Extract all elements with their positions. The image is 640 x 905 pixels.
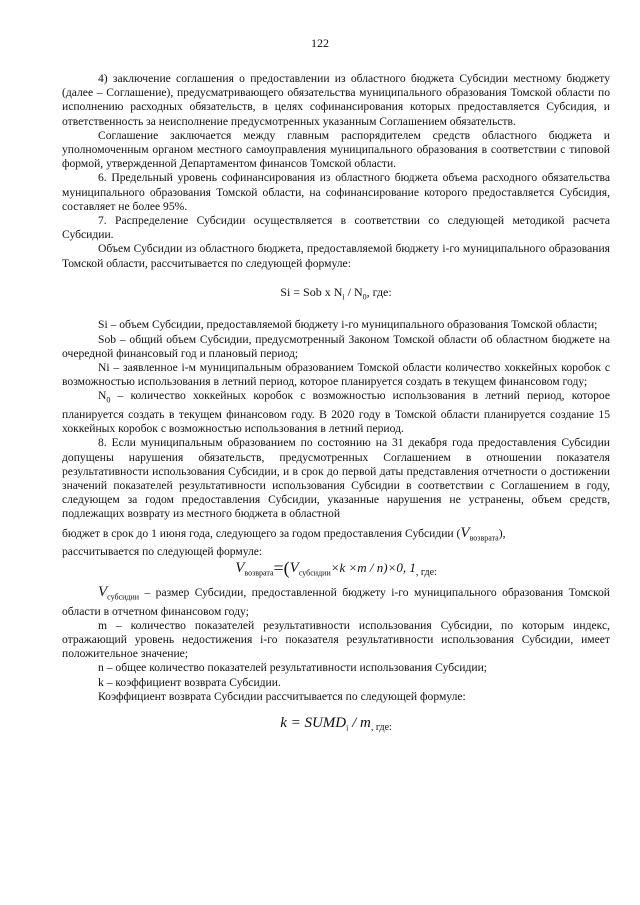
formula-return: $V_{возврата}=(V_{субсидии}\times k \times m / n)\times 0$, $1_{, где:}$ bbox=[235, 558, 437, 579]
paragraph: Коэффициент возврата Субсидии рассчитывается по следующей формуле: bbox=[98, 689, 466, 703]
document-body bbox=[62, 72, 610, 744]
paragraph: рассчитывается по следующей формуле: bbox=[62, 545, 263, 559]
paragraph: n – общее количество показателей результативности использования Субсидии; bbox=[98, 661, 488, 675]
formula-coefficient: $k = SUMD_i / m_{, где:}$ bbox=[280, 715, 392, 734]
formula-subsidy: Si = Sob x $N_i / N_0$, где: bbox=[280, 284, 392, 302]
paragraph: Соглашение заключается между главным распорядителем средств областного бюджета и уполномоченным органом местного самоуправления муниципального образования в соответствии с типовой формой, утвержденной Департаментом финансов Томской области. bbox=[62, 128, 610, 171]
paragraph: Sob – общий объем Субсидии, предусмотренный Законом Томской области об областном бюджете на очередной финансовый год и плановый период; bbox=[62, 332, 610, 360]
paragraph: 6. Предельный уровень софинансирования из областного бюджета объема расходного обязательства муниципального образования Томской области, на софинансирование которого предоставляется Субсидия, составляет не более 95%. bbox=[62, 171, 610, 213]
paragraph: $V_{субсидии}$ – размер Субсидии, предоставленной бюджету i-го муниципального образования Томской области в отчетном финансовом году; bbox=[62, 584, 610, 618]
paragraph: k – коэффициент возврата Субсидии. bbox=[98, 675, 281, 689]
page-number: 122 bbox=[311, 36, 329, 50]
paragraph: бюджет в срок до 1 июня года, следующего за годом предоставления Субсидии $(V_{возврата})$, bbox=[62, 524, 506, 542]
paragraph: m – количество показателей результативности использования Субсидии, по которым индекс, отражающий уровень недостижения i-го показателя результативности использования Субсидии, имеет положительное значение; bbox=[62, 618, 610, 661]
paragraph: $N_0$ – количество хоккейных коробок с возможностью использования в летний период, которое планируется создать в текущем финансовом году. В 2020 году в Томской области планируется создание 15 хоккейных коробок с возможностью использования в летний период. bbox=[62, 389, 610, 436]
paragraph: Объем Субсидии из областного бюджета, предоставляемой бюджету i-го муниципального образования Томской области, рассчитывается по следующей формуле: bbox=[62, 242, 610, 270]
paragraph: Ni – заявленное i-м муниципальным образованием Томской области количество хоккейных коробок с возможностью использования в летний период, которое планируется создать в текущем финансовом году; bbox=[62, 361, 610, 389]
paragraph: Si – объем Субсидии, предоставляемой бюджету i-го муниципального образования Томской области; bbox=[98, 318, 598, 332]
paragraph: 8. Если муниципальным образованием по состоянию на 31 декабря года предоставления Субсидии допущены нарушения обязательств, предусмотренных Соглашением в отношении показателя результативности использования Субсидии, и в срок до первой даты представления отчетности о достижении значений показателей результативности использования Субсидии в соответствии с Соглашением в году, следующем за годом предоставления Субсидии, указанные нарушения не устранены, объем средств, подлежащих возврату из местного бюджета в областной bbox=[62, 436, 610, 521]
paragraph: 7. Распределение Субсидии осуществляется в соответствии со следующей методикой расчета Субсидии. bbox=[62, 214, 610, 242]
paragraph: 4) заключение соглашения о предоставлении из областного бюджета Субсидии местному бюджету (далее – Соглашение), предусматривающего обязательства муниципального образования Томской области по исполнению расходных обязательств, в целях софинансирования которых предоставляется Субсидия, и ответственность за неисполнение предусмотренных указанным Соглашением обязательств. bbox=[62, 72, 610, 128]
